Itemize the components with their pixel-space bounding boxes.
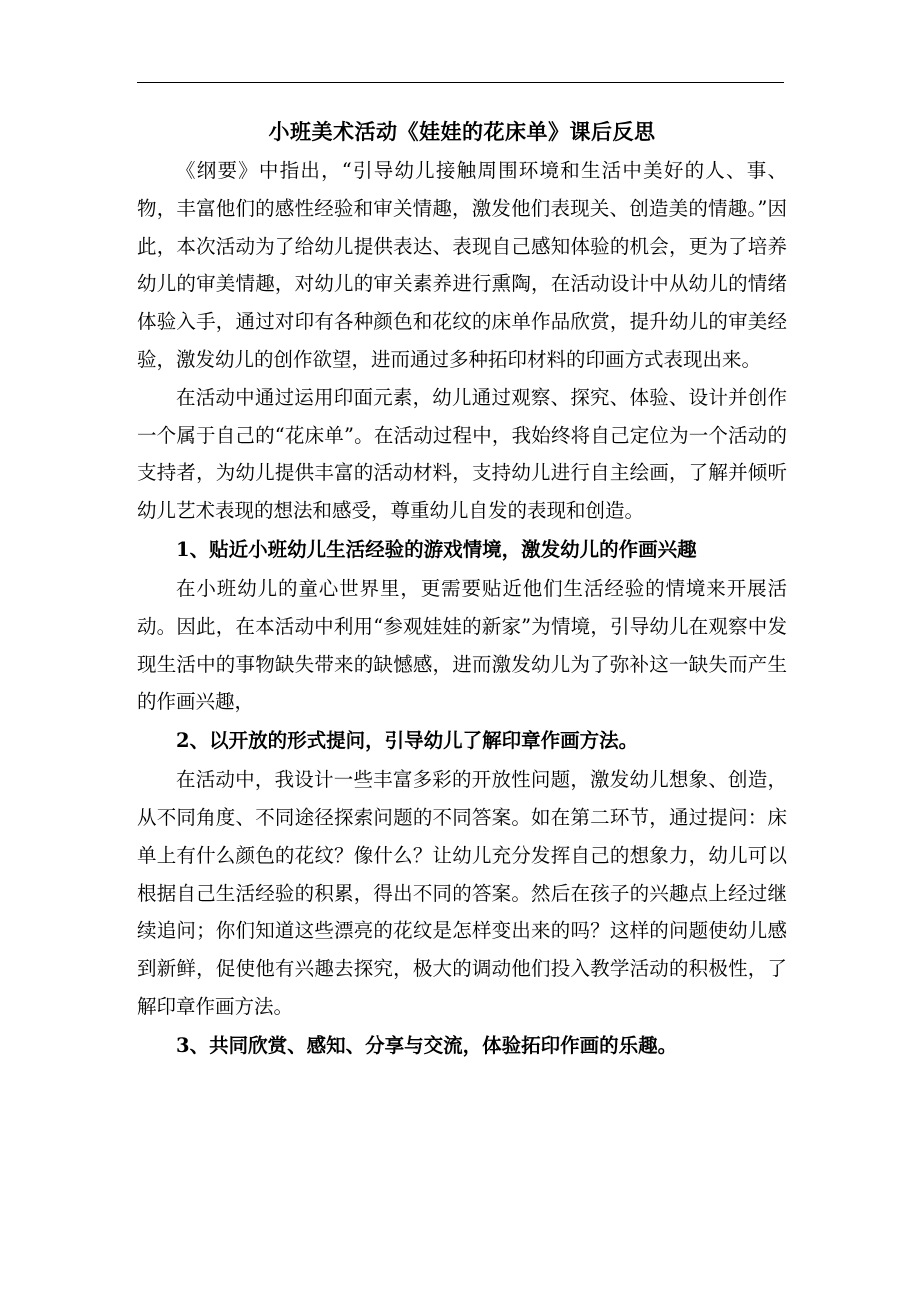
paragraph-section-2: 在活动中，我设计一些丰富多彩的开放性问题，激发幼儿想象、创造，从不同角度、不同途径探索问题的不同答案。如在第二环节，通过提问：床单上有什么颜色的花纹？像什么？让幼儿充分发挥自己的想象力，幼儿可以根据自己生活经验的积累，得出不同的答案。然后在孩子的兴趣点上经过继续追问；你们知道这些漂亮的花纹是怎样变出来的吗？这样的问题使幼儿感到新鲜，促使他有兴趣去探究，极大的调动他们投入教学活动的积极性，了解印章作画方法。: [137, 768, 787, 1018]
section-heading-1: 1、贴近小班幼儿生活经验的游戏情境，激发幼儿的作画兴趣: [176, 537, 697, 561]
section-heading-3: 3、共同欣赏、感知、分享与交流，体验拓印作画的乐趣。: [176, 1033, 678, 1057]
header-rule: [137, 82, 784, 83]
paragraph-intro: 《纲要》中指出，“引导幼儿接触周围环境和生活中美好的人、事、物，丰富他们的感性经验和审关情趣，激发他们表现关、创造美的情趣。”因此，本次活动为了给幼儿提供表达、表现自己感知体验的机会，更为了培养幼儿的审美情趣，对幼儿的审关素养进行熏陶，在活动设计中从幼儿的情绪体验入手，通过对印有各种颜色和花纹的床单作品欣赏，提升幼儿的审美经验，激发幼儿的创作欲望，进而通过多种拓印材料的印画方式表现出来。: [137, 159, 787, 371]
paragraph-section-1: 在小班幼儿的童心世界里，更需要贴近他们生活经验的情境来开展活动。因此，在本活动中利用“参观娃娃的新家”为情境，引导幼儿在观察中发现生活中的事物缺失带来的缺憾感，进而激发幼儿为了弥补这一缺失而产生的作画兴趣，: [137, 576, 787, 714]
section-heading-2: 2、以开放的形式提问，引导幼儿了解印章作画方法。: [176, 729, 639, 753]
document-title: 小班美术活动《娃娃的花床单》课后反思: [268, 119, 656, 144]
document-body: [137, 112, 787, 1066]
paragraph-activity: 在活动中通过运用印面元素，幼儿通过观察、探究、体验、设计并创作一个属于自己的“花床单”。在活动过程中，我始终将自己定位为一个活动的支持者，为幼儿提供丰富的活动材料，支持幼儿进行自主绘画，了解并倾听幼儿艺术表现的想法和感受，尊重幼儿自发的表现和创造。: [137, 385, 787, 523]
